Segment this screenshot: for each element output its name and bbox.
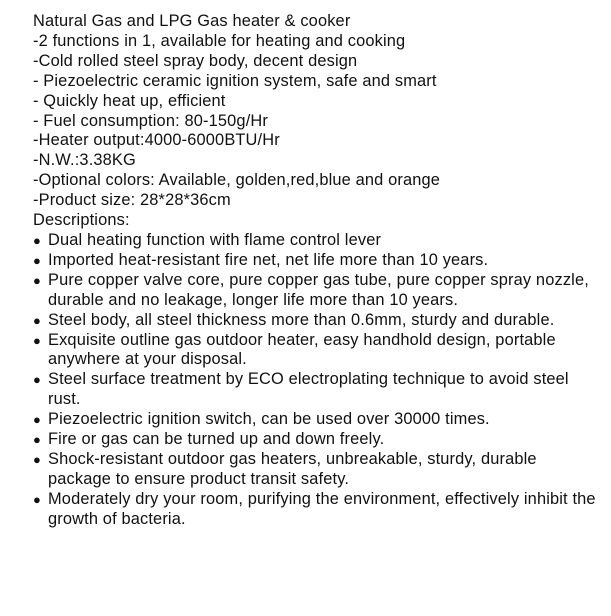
product-title: Natural Gas and LPG Gas heater & cooker [33, 12, 351, 30]
spec-line: -Product size: 28*28*36cm [33, 191, 231, 210]
description-bullet [33, 231, 597, 251]
bullet-text: ● Fire or gas can be turned up and down freely. [48, 430, 385, 449]
spec-line: -Cold rolled steel spray body, decent design [33, 51, 358, 70]
description-bullet [33, 410, 597, 430]
description-bullet [33, 251, 597, 271]
spec-line: -2 functions in 1, available for heating and cooking [33, 31, 406, 50]
description-bullet [33, 271, 597, 311]
description-bullet-list [33, 231, 597, 530]
spec-line: - Piezoelectric ceramic ignition system, safe and smart [33, 71, 437, 90]
spec-line: - Quickly heat up, efficient [33, 91, 226, 110]
description-bullet [33, 331, 597, 371]
description-bullet [33, 490, 597, 530]
description-bullet [33, 450, 597, 490]
bullet-text: ● Steel body, all steel thickness more than 0.6mm, sturdy and durable. [48, 310, 555, 329]
bullet-text: ● Piezoelectric ignition switch, can be used over 30000 times. [48, 410, 490, 429]
description-bullet [33, 311, 597, 331]
descriptions-heading: Descriptions: [33, 211, 130, 230]
spec-list [33, 32, 597, 211]
spec-line: - Fuel consumption: 80-150g/Hr [33, 111, 268, 130]
spec-line: -Optional colors: Available, golden,red,blue and orange [33, 171, 441, 190]
bullet-text: ● Imported heat-resistant fire net, net life more than 10 years. [48, 250, 489, 269]
description-bullet [33, 430, 597, 450]
bullet-text: ● Pure copper valve core, pure copper gas tube, pure copper spray nozzle, durable and no leakage, longer life more than 10 years. [48, 270, 589, 309]
description-bullet [33, 370, 597, 410]
spec-line: -N.W.:3.38KG [33, 151, 136, 170]
spec-line: -Heater output:4000-6000BTU/Hr [33, 131, 280, 150]
bullet-text: ● Moderately dry your room, purifying the environment, effectively inhibit the growth of bacteria. [48, 489, 596, 528]
bullet-text: ● Steel surface treatment by ECO electroplating technique to avoid steel rust. [48, 370, 569, 409]
bullet-text: ● Dual heating function with flame control lever [48, 230, 382, 249]
bullet-text: ● Shock-resistant outdoor gas heaters, unbreakable, sturdy, durable package to ensure product transit safety. [48, 449, 537, 488]
bullet-text: ● Exquisite outline gas outdoor heater, easy handhold design, portable anywhere at your disposal. [48, 330, 556, 369]
